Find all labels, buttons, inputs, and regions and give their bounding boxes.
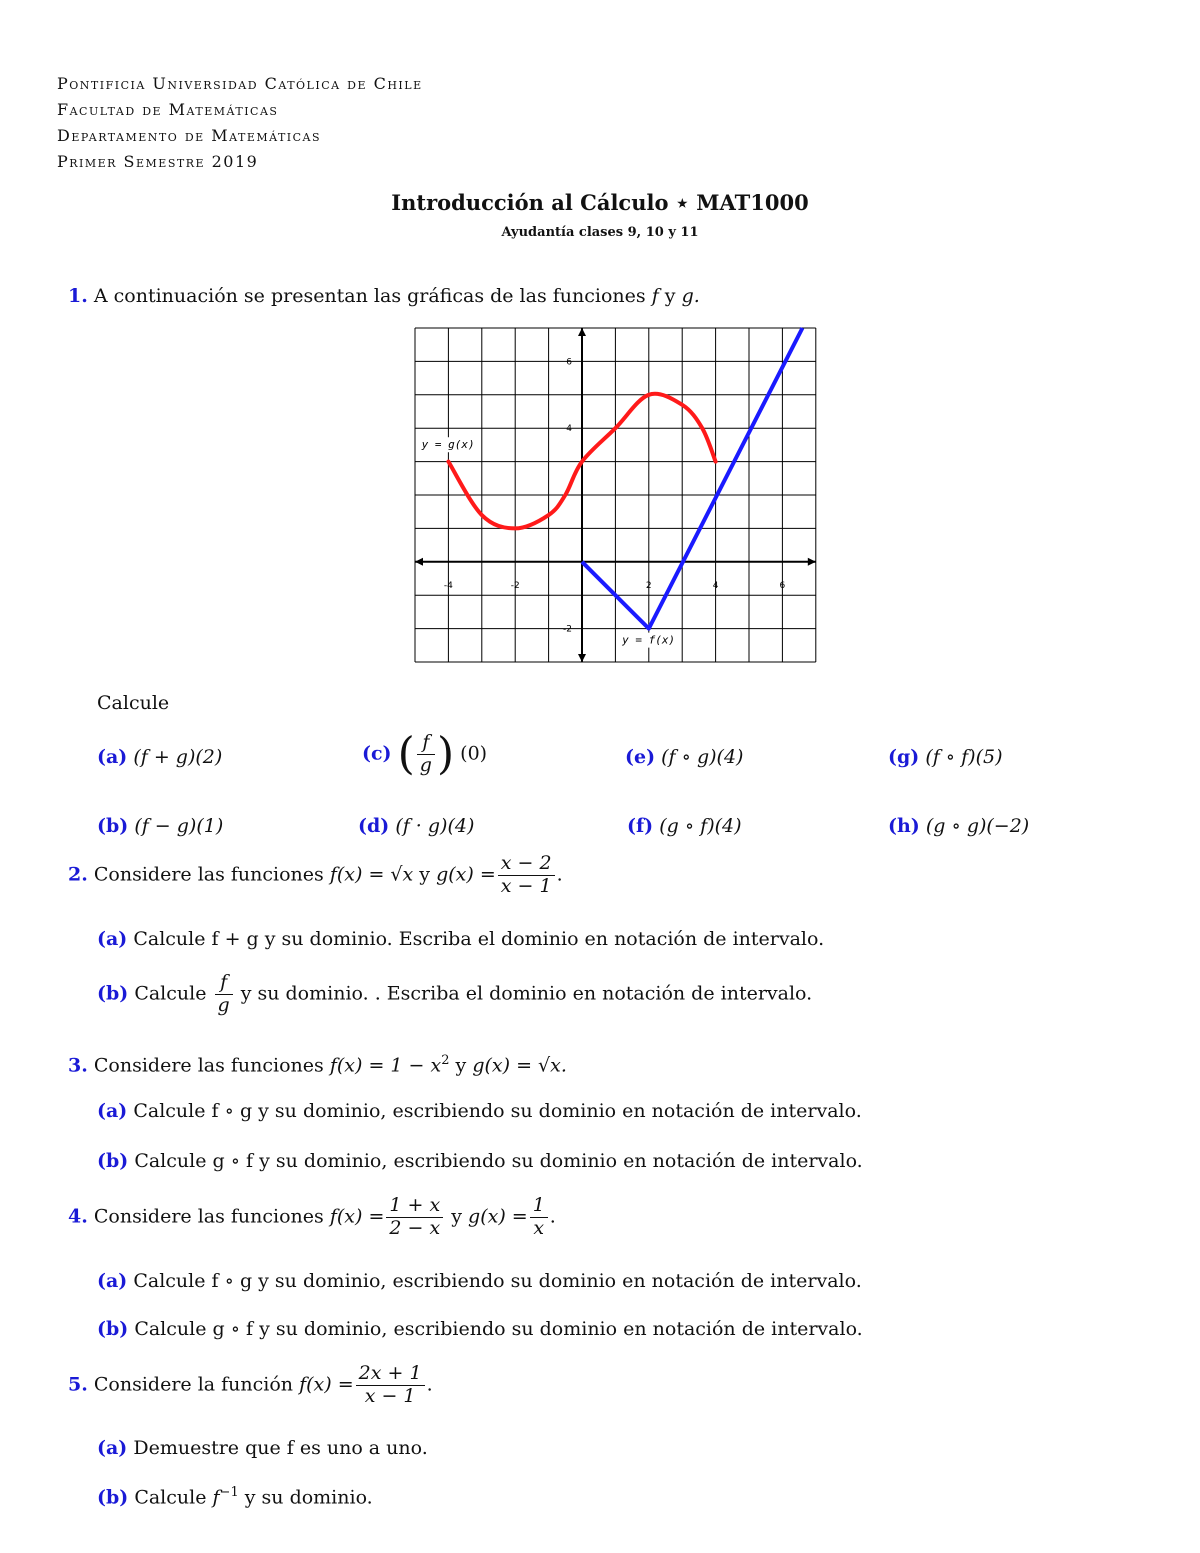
item-5a: (a) Demuestre que f es uno a uno. (97, 1437, 428, 1459)
question-5: 5. Considere la función f(x) = $\frac{2x + 1}{x - 1}$ . (68, 1362, 433, 1407)
x-tick-label: 2 (645, 580, 652, 591)
semester: Primer Semestre 2019 (57, 152, 259, 171)
x-tick-label: -2 (510, 580, 520, 591)
x-axis-arrow-right (808, 558, 816, 566)
g-curve-label: y = g(x) (421, 438, 475, 452)
y-axis-arrow-down (578, 654, 586, 662)
item-1f: (f) (g ∘ f)(4) (627, 815, 742, 837)
y-tick-label: 6 (566, 357, 572, 368)
x-tick-label: 4 (712, 580, 719, 591)
item-4a: (a) Calcule f ∘ g y su dominio, escribiendo su dominio en notación de intervalo. (97, 1270, 862, 1292)
page-title: Introducción al Cálculo ⋆ MAT1000 (391, 190, 809, 215)
item-3a: (a) Calcule f ∘ g y su dominio, escribiendo su dominio en notación de intervalo. (97, 1100, 862, 1122)
item-1g: (g) (f ∘ f)(5) (888, 746, 1003, 768)
f-curve-label: y = f(x) (622, 633, 676, 647)
y-tick-label: -2 (563, 624, 572, 635)
y-axis-arrow-up (578, 328, 586, 336)
item-2a: (a) Calcule f + g y su dominio. Escriba el dominio en notación de intervalo. (97, 928, 825, 950)
x-tick-label: -4 (443, 580, 453, 591)
question-2: 2. Considere las funciones f(x) = √x y g(x) = $\frac{x - 2}{x - 1}$ . (68, 852, 563, 897)
item-3b: (b) Calcule g ∘ f y su dominio, escribiendo su dominio en notación de intervalo. (97, 1150, 863, 1172)
x-axis-arrow-left (415, 558, 423, 566)
page-subtitle: Ayudantía clases 9, 10 y 11 (501, 225, 699, 240)
y-tick-label: 4 (566, 424, 572, 435)
item-1a: (a) (f + g)(2) (97, 746, 223, 768)
item-5b: (b) Calcule $f^{-1}$ y su dominio. (97, 1485, 373, 1509)
item-4b: (b) Calcule g ∘ f y su dominio, escribiendo su dominio en notación de intervalo. (97, 1318, 863, 1340)
x-tick-label: 6 (779, 580, 786, 591)
item-1e: (e) (f ∘ g)(4) (625, 746, 744, 768)
question-1: 1. A continuación se presentan las gráficas de las funciones f y g. (68, 285, 700, 307)
university-name: Pontificia Universidad Católica de Chile (57, 74, 423, 93)
question-number: 1. (68, 285, 88, 307)
department-name: Departamento de Matemáticas (57, 126, 322, 145)
item-2b: (b) Calcule $\frac{f}{g}$ y su dominio. . Escriba el dominio en notación de intervalo. (97, 971, 813, 1016)
item-1d: (d) (f · g)(4) (358, 815, 475, 837)
item-1b: (b) (f − g)(1) (97, 815, 224, 837)
question-4: 4. Considere las funciones f(x) = $\frac{1 + x}{2 - x}$ y g(x) = $\frac{1}{x}$ . (68, 1194, 556, 1239)
function-graph (405, 320, 825, 670)
question-3: 3. Considere las funciones $f(x) = 1 - x^2$ y g(x) = √x. (68, 1053, 567, 1077)
calcule-label: Calcule (97, 692, 170, 714)
faculty-name: Facultad de Matemáticas (57, 100, 279, 119)
item-1h: (h) (g ∘ g)(−2) (888, 815, 1030, 837)
item-1c: (c) ( $\frac{f}{g}$ ) (0) (362, 728, 488, 780)
